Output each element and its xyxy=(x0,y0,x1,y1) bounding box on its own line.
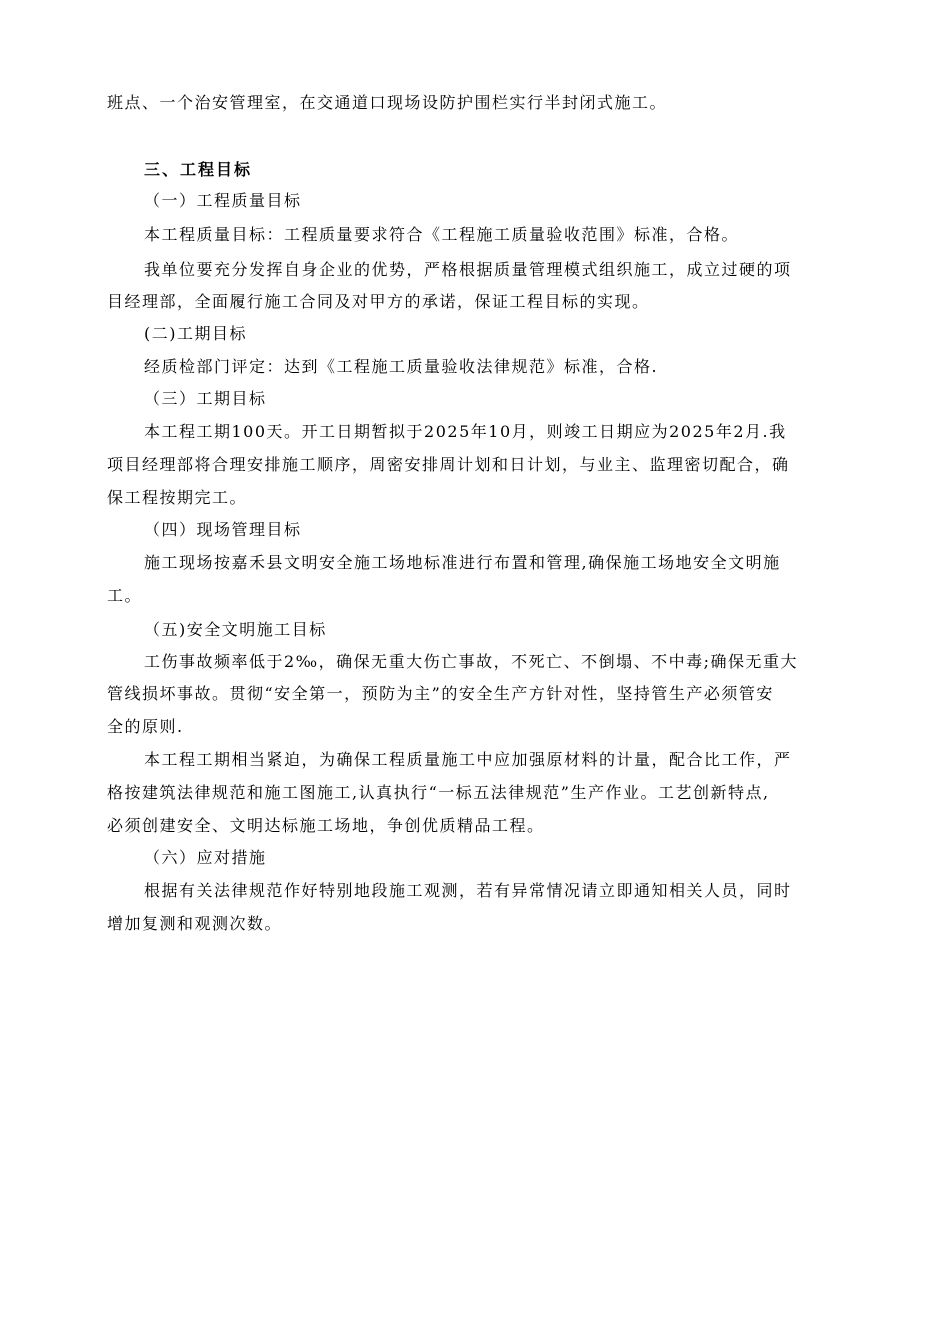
paragraph-line: 我单位要充分发挥自身企业的优势，严格根据质量管理模式组织施工，成立过硬的项 xyxy=(144,260,792,279)
paragraph-line: 增加复测和观测次数。 xyxy=(107,914,283,933)
paragraph-line: 施工现场按嘉禾县文明安全施工场地标准进行布置和管理,确保施工场地安全文明施 xyxy=(144,553,781,572)
paragraph-line: 必须创建安全、文明达标施工场地，争创优质精品工程。 xyxy=(107,816,545,835)
subsection-heading-schedule-goal-3: （三）工期目标 xyxy=(144,389,267,408)
subsection-heading-countermeasures: （六）应对措施 xyxy=(144,848,267,867)
paragraph-line: 管线损坏事故。贯彻“安全第一，预防为主”的安全生产方针对性，坚持管生产必须管安 xyxy=(107,684,774,703)
subsection-heading-safety-goal: （五)安全文明施工目标 xyxy=(144,620,327,639)
paragraph-line: 根据有关法律规范作好特别地段施工观测，若有异常情况请立即通知相关人员，同时 xyxy=(144,881,792,900)
paragraph-line: 全的原则. xyxy=(107,717,184,736)
paragraph-line: 格按建筑法律规范和施工图施工,认真执行“一标五法律规范”生产作业。工艺创新特点, xyxy=(107,783,770,802)
paragraph-line: 目经理部，全面履行施工合同及对甲方的承诺，保证工程目标的实现。 xyxy=(107,292,650,311)
subsection-heading-site-management-goal: （四）现场管理目标 xyxy=(144,520,302,539)
paragraph-line: 工伤事故频率低于2‰，确保无重大伤亡事故，不死亡、不倒塌、不中毒;确保无重大 xyxy=(144,652,799,671)
subsection-heading-schedule-goal: (二)工期目标 xyxy=(144,324,247,343)
paragraph-line: 工。 xyxy=(107,586,143,605)
paragraph-line: 项目经理部将合理安排施工顺序，周密安排周计划和日计划，与业主、监理密切配合，确 xyxy=(107,455,790,474)
paragraph-line: 班点、一个治安管理室，在交通道口现场设防护围栏实行半封闭式施工。 xyxy=(107,93,668,112)
paragraph-line: 保工程按期完工。 xyxy=(107,488,248,507)
paragraph-line: 本工程质量目标：工程质量要求符合《工程施工质量验收范围》标准，合格。 xyxy=(144,225,740,244)
subsection-heading-quality-goal: （一）工程质量目标 xyxy=(144,191,302,210)
paragraph-line: 经质检部门评定：达到《工程施工质量验收法律规范》标准，合格. xyxy=(144,357,659,376)
paragraph-line: 本工程工期100天。开工日期暂拟于2025年10月，则竣工日期应为2025年2月.我 xyxy=(144,422,787,441)
paragraph-line: 本工程工期相当紧迫，为确保工程质量施工中应加强原材料的计量，配合比工作，严 xyxy=(144,750,792,769)
section-heading-engineering-goals: 三、工程目标 xyxy=(144,160,253,179)
